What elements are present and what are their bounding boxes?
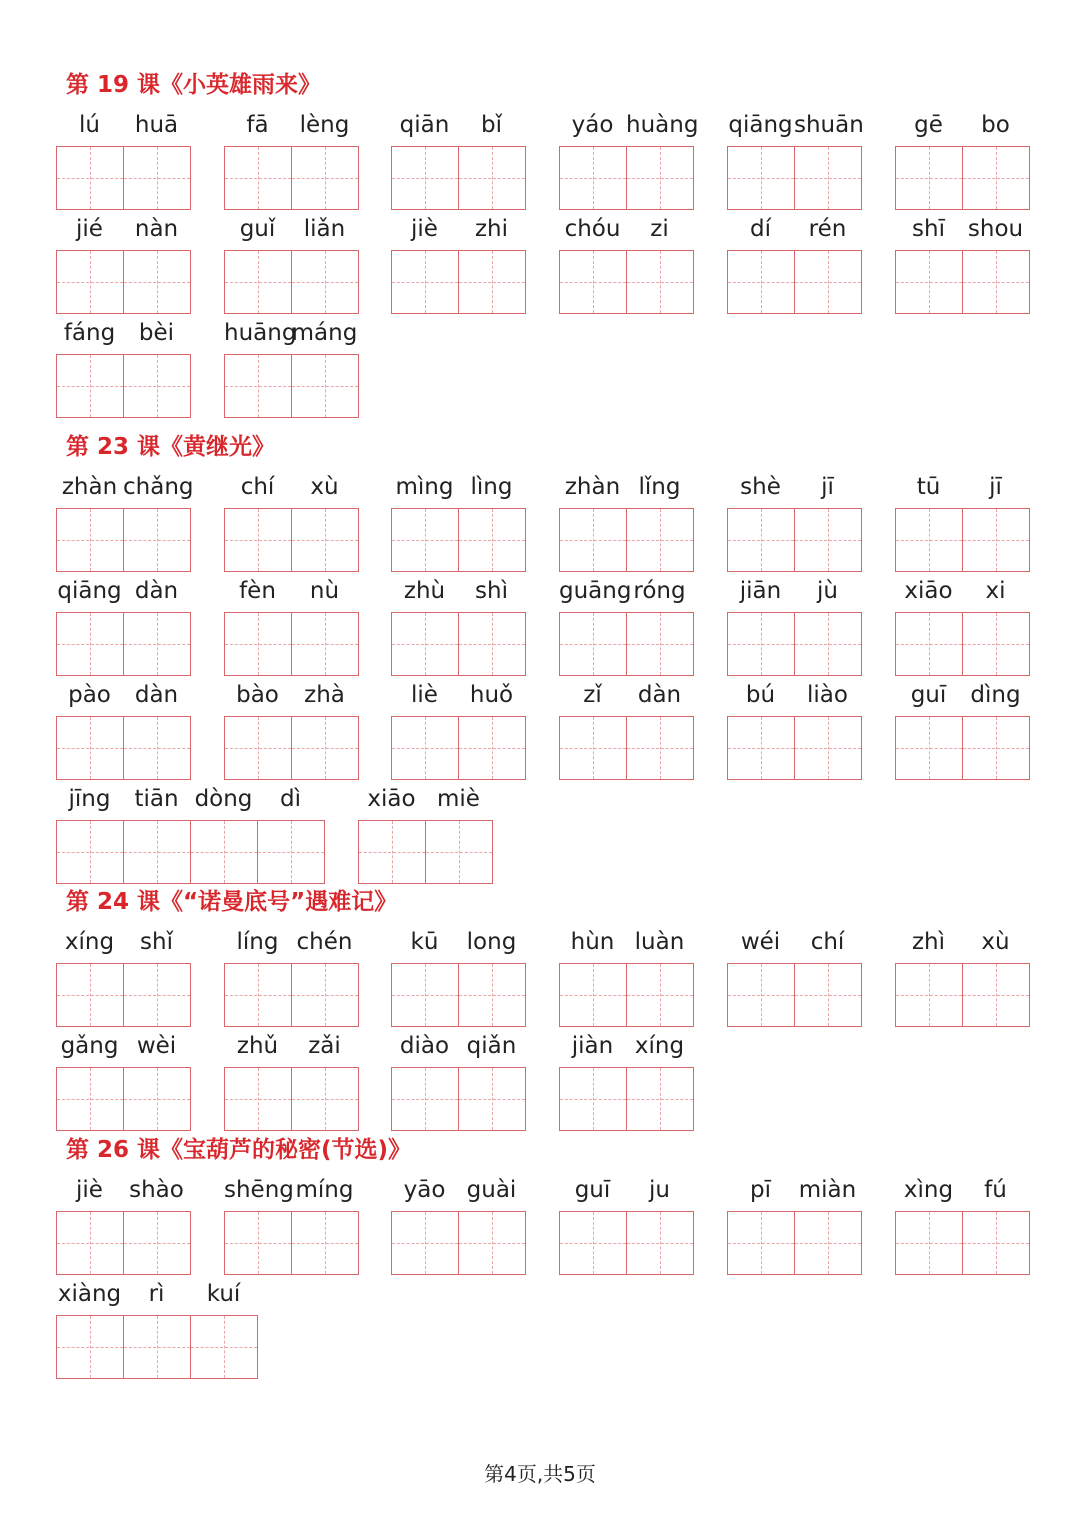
writing-cell[interactable] — [258, 821, 325, 883]
lesson-heading: 第 23 课《黄继光》 — [66, 434, 276, 460]
writing-grid — [391, 146, 526, 210]
lesson-heading: 第 24 课《“诺曼底号”遇难记》 — [66, 889, 398, 915]
pinyin-syllable: liào — [807, 682, 848, 708]
writing-cell[interactable] — [292, 717, 359, 779]
writing-cell[interactable] — [728, 509, 795, 571]
pinyin-syllable: zǎi — [308, 1033, 341, 1059]
writing-cell[interactable] — [459, 509, 526, 571]
pinyin-syllable: zǐ — [583, 682, 602, 708]
writing-cell[interactable] — [896, 964, 963, 1026]
pinyin-syllable: zhi — [474, 216, 509, 242]
writing-grid — [224, 146, 359, 210]
pinyin-syllable: shou — [967, 216, 1024, 242]
writing-grid — [727, 508, 862, 572]
writing-cell[interactable] — [57, 821, 124, 883]
writing-cell[interactable] — [124, 717, 191, 779]
page-number: 第4页,共5页 — [484, 1462, 596, 1486]
writing-cell[interactable] — [124, 355, 191, 417]
pinyin-syllable: fáng — [63, 320, 116, 346]
writing-grid — [224, 508, 359, 572]
writing-grid — [391, 1067, 526, 1131]
writing-cell[interactable] — [963, 147, 1030, 209]
pinyin-syllable: kū — [410, 929, 439, 955]
pinyin-syllable: yáo — [571, 112, 614, 138]
pinyin-syllable: long — [466, 929, 517, 955]
pinyin-syllable: lèng — [299, 112, 350, 138]
pinyin-syllable: xíng — [64, 929, 115, 955]
writing-grid — [56, 146, 191, 210]
pinyin-syllable: ju — [649, 1177, 670, 1203]
writing-cell[interactable] — [225, 717, 292, 779]
pinyin-syllable: shè — [740, 474, 781, 500]
writing-cell[interactable] — [963, 251, 1030, 313]
writing-grid — [224, 250, 359, 314]
writing-cell[interactable] — [963, 1212, 1030, 1274]
writing-cell[interactable] — [560, 509, 627, 571]
writing-cell[interactable] — [459, 1212, 526, 1274]
writing-cell[interactable] — [124, 251, 191, 313]
pinyin-syllable: yāo — [403, 1177, 446, 1203]
writing-cell[interactable] — [392, 717, 459, 779]
pinyin-syllable: míng — [295, 1177, 354, 1203]
pinyin-syllable: tū — [916, 474, 941, 500]
pinyin-syllable: jù — [817, 578, 838, 604]
writing-grid — [391, 1211, 526, 1275]
writing-cell[interactable] — [57, 1212, 124, 1274]
writing-cell[interactable] — [459, 964, 526, 1026]
writing-grid — [56, 820, 325, 884]
writing-grid — [895, 508, 1030, 572]
writing-cell[interactable] — [896, 613, 963, 675]
pinyin-syllable: bǐ — [481, 112, 502, 138]
writing-cell[interactable] — [57, 355, 124, 417]
pinyin-syllable: dìng — [970, 682, 1021, 708]
writing-cell[interactable] — [795, 251, 862, 313]
writing-grid — [391, 612, 526, 676]
writing-cell[interactable] — [57, 509, 124, 571]
writing-cell[interactable] — [57, 1068, 124, 1130]
writing-cell[interactable] — [392, 1212, 459, 1274]
lesson-heading: 第 19 课《小英雄雨来》 — [66, 72, 322, 98]
writing-cell[interactable] — [57, 717, 124, 779]
writing-cell[interactable] — [124, 509, 191, 571]
writing-cell[interactable] — [292, 251, 359, 313]
pinyin-syllable: fā — [246, 112, 269, 138]
writing-cell[interactable] — [627, 147, 694, 209]
writing-cell[interactable] — [124, 1068, 191, 1130]
pinyin-syllable: róng — [633, 578, 686, 604]
pinyin-syllable: lǐng — [638, 474, 681, 500]
pinyin-syllable: shào — [129, 1177, 184, 1203]
pinyin-syllable: rén — [808, 216, 847, 242]
pinyin-syllable: xìng — [903, 1177, 954, 1203]
pinyin-syllable: guī — [574, 1177, 611, 1203]
pinyin-syllable: zhì — [911, 929, 946, 955]
writing-grid — [224, 1211, 359, 1275]
writing-cell[interactable] — [728, 251, 795, 313]
pinyin-syllable: chí — [240, 474, 275, 500]
writing-cell[interactable] — [225, 964, 292, 1026]
pinyin-syllable: jiè — [76, 1177, 103, 1203]
writing-cell[interactable] — [728, 613, 795, 675]
pinyin-syllable: hùn — [570, 929, 615, 955]
writing-cell[interactable] — [627, 251, 694, 313]
writing-cell[interactable] — [896, 251, 963, 313]
writing-grid — [56, 1315, 258, 1379]
pinyin-syllable: qiǎn — [466, 1033, 517, 1059]
writing-grid — [358, 820, 493, 884]
writing-cell[interactable] — [795, 1212, 862, 1274]
writing-cell[interactable] — [392, 251, 459, 313]
writing-grid — [56, 716, 191, 780]
writing-grid — [895, 146, 1030, 210]
writing-grid — [391, 250, 526, 314]
writing-cell[interactable] — [896, 717, 963, 779]
pinyin-syllable: xiāo — [367, 786, 416, 812]
pinyin-syllable: bào — [236, 682, 279, 708]
writing-cell[interactable] — [560, 1068, 627, 1130]
pinyin-syllable: lìng — [470, 474, 513, 500]
pinyin-syllable: qiāng — [728, 112, 793, 138]
pinyin-syllable: shī — [912, 216, 945, 242]
writing-grid — [895, 250, 1030, 314]
writing-cell[interactable] — [124, 613, 191, 675]
writing-cell[interactable] — [459, 613, 526, 675]
pinyin-syllable: huāng — [224, 320, 297, 346]
pinyin-syllable: xiāo — [904, 578, 953, 604]
writing-cell[interactable] — [896, 1212, 963, 1274]
pinyin-syllable: jiàn — [571, 1033, 614, 1059]
pinyin-syllable: liǎn — [303, 216, 346, 242]
pinyin-syllable: fú — [984, 1177, 1007, 1203]
writing-cell[interactable] — [627, 1068, 694, 1130]
pinyin-syllable: jiān — [739, 578, 782, 604]
pinyin-syllable: lú — [79, 112, 100, 138]
writing-cell[interactable] — [560, 1212, 627, 1274]
writing-cell[interactable] — [896, 147, 963, 209]
writing-cell[interactable] — [795, 717, 862, 779]
writing-cell[interactable] — [57, 147, 124, 209]
pinyin-syllable: tiān — [134, 786, 179, 812]
pinyin-syllable: guāng — [559, 578, 632, 604]
writing-cell[interactable] — [191, 1316, 258, 1378]
writing-cell[interactable] — [359, 821, 426, 883]
writing-cell[interactable] — [560, 717, 627, 779]
writing-grid — [559, 1211, 694, 1275]
writing-cell[interactable] — [292, 1068, 359, 1130]
writing-cell[interactable] — [57, 251, 124, 313]
pinyin-syllable: zhàn — [564, 474, 621, 500]
pinyin-syllable: chén — [296, 929, 353, 955]
pinyin-syllable: zhǔ — [236, 1033, 279, 1059]
writing-grid — [559, 612, 694, 676]
writing-cell[interactable] — [560, 147, 627, 209]
writing-cell[interactable] — [392, 509, 459, 571]
writing-cell[interactable] — [57, 964, 124, 1026]
pinyin-syllable: nàn — [134, 216, 179, 242]
writing-cell[interactable] — [124, 821, 191, 883]
writing-grid — [56, 250, 191, 314]
writing-grid — [224, 354, 359, 418]
writing-cell[interactable] — [225, 251, 292, 313]
pinyin-syllable: shì — [475, 578, 508, 604]
writing-cell[interactable] — [225, 509, 292, 571]
writing-cell[interactable] — [292, 509, 359, 571]
writing-grid — [56, 354, 191, 418]
pinyin-syllable: huǒ — [469, 682, 514, 708]
writing-cell[interactable] — [225, 355, 292, 417]
pinyin-syllable: fèn — [239, 578, 276, 604]
writing-grid — [727, 612, 862, 676]
writing-grid — [727, 716, 862, 780]
writing-cell[interactable] — [57, 613, 124, 675]
writing-cell[interactable] — [292, 355, 359, 417]
pinyin-syllable: guài — [466, 1177, 517, 1203]
writing-cell[interactable] — [124, 1212, 191, 1274]
writing-cell[interactable] — [963, 964, 1030, 1026]
writing-cell[interactable] — [191, 821, 258, 883]
writing-cell[interactable] — [392, 613, 459, 675]
pinyin-syllable: jī — [989, 474, 1002, 500]
writing-cell[interactable] — [627, 613, 694, 675]
writing-grid — [727, 1211, 862, 1275]
pinyin-syllable: liè — [411, 682, 438, 708]
pinyin-syllable: mìng — [395, 474, 454, 500]
writing-grid — [56, 1067, 191, 1131]
writing-grid — [559, 508, 694, 572]
pinyin-syllable: chí — [810, 929, 845, 955]
writing-cell[interactable] — [124, 1316, 191, 1378]
writing-cell[interactable] — [392, 1068, 459, 1130]
pinyin-syllable: huā — [134, 112, 179, 138]
writing-grid — [56, 963, 191, 1027]
pinyin-syllable: miè — [437, 786, 480, 812]
pinyin-syllable: chǎng — [123, 474, 194, 500]
writing-cell[interactable] — [124, 147, 191, 209]
pinyin-syllable: miàn — [798, 1177, 857, 1203]
pinyin-syllable: dì — [280, 786, 301, 812]
pinyin-syllable: bèi — [138, 320, 175, 346]
pinyin-syllable: bo — [981, 112, 1010, 138]
writing-cell[interactable] — [896, 509, 963, 571]
pinyin-syllable: zhàn — [61, 474, 118, 500]
writing-grid — [224, 963, 359, 1027]
pinyin-syllable: xi — [985, 578, 1006, 604]
writing-grid — [895, 716, 1030, 780]
writing-cell[interactable] — [728, 147, 795, 209]
writing-cell[interactable] — [795, 964, 862, 1026]
writing-cell[interactable] — [728, 717, 795, 779]
writing-grid — [727, 146, 862, 210]
pinyin-syllable: líng — [236, 929, 279, 955]
pinyin-syllable: jié — [76, 216, 103, 242]
writing-grid — [895, 963, 1030, 1027]
pinyin-syllable: diào — [399, 1033, 450, 1059]
pinyin-syllable: jī — [821, 474, 834, 500]
pinyin-syllable: jīng — [68, 786, 111, 812]
writing-grid — [727, 250, 862, 314]
writing-grid — [727, 963, 862, 1027]
writing-cell[interactable] — [426, 821, 493, 883]
writing-grid — [224, 612, 359, 676]
writing-cell[interactable] — [795, 147, 862, 209]
writing-grid — [56, 1211, 191, 1275]
writing-cell[interactable] — [795, 613, 862, 675]
writing-grid — [391, 716, 526, 780]
pinyin-syllable: guǐ — [239, 216, 276, 242]
pinyin-syllable: dòng — [194, 786, 253, 812]
writing-cell[interactable] — [225, 1212, 292, 1274]
writing-cell[interactable] — [963, 509, 1030, 571]
writing-cell[interactable] — [459, 251, 526, 313]
pinyin-syllable: xù — [981, 929, 1010, 955]
writing-cell[interactable] — [627, 964, 694, 1026]
writing-cell[interactable] — [292, 147, 359, 209]
pinyin-syllable: wèi — [136, 1033, 177, 1059]
writing-cell[interactable] — [292, 613, 359, 675]
pinyin-syllable: xíng — [634, 1033, 685, 1059]
writing-grid — [391, 963, 526, 1027]
writing-grid — [559, 963, 694, 1027]
pinyin-syllable: guī — [910, 682, 947, 708]
pinyin-syllable: gē — [914, 112, 943, 138]
writing-grid — [559, 1067, 694, 1131]
pinyin-syllable: xù — [310, 474, 339, 500]
pinyin-syllable: xiàng — [57, 1281, 122, 1307]
pinyin-syllable: pī — [750, 1177, 771, 1203]
pinyin-syllable: máng — [291, 320, 358, 346]
pinyin-syllable: qiāng — [57, 578, 122, 604]
writing-cell[interactable] — [459, 1068, 526, 1130]
pinyin-syllable: zhù — [403, 578, 446, 604]
writing-cell[interactable] — [225, 613, 292, 675]
writing-grid — [56, 508, 191, 572]
writing-grid — [559, 146, 694, 210]
writing-cell[interactable] — [627, 1212, 694, 1274]
lesson-heading: 第 26 课《宝葫芦的秘密(节选)》 — [66, 1137, 412, 1163]
writing-cell[interactable] — [225, 147, 292, 209]
writing-cell[interactable] — [392, 964, 459, 1026]
writing-cell[interactable] — [459, 147, 526, 209]
writing-cell[interactable] — [963, 613, 1030, 675]
writing-cell[interactable] — [560, 251, 627, 313]
pinyin-syllable: chóu — [564, 216, 621, 242]
writing-grid — [559, 716, 694, 780]
writing-cell[interactable] — [292, 1212, 359, 1274]
writing-grid — [895, 1211, 1030, 1275]
writing-grid — [56, 612, 191, 676]
pinyin-syllable: bú — [745, 682, 776, 708]
pinyin-syllable: shuān — [794, 112, 864, 138]
writing-cell[interactable] — [963, 717, 1030, 779]
writing-cell[interactable] — [292, 964, 359, 1026]
pinyin-syllable: dàn — [637, 682, 682, 708]
writing-cell[interactable] — [459, 717, 526, 779]
pinyin-syllable: dí — [750, 216, 771, 242]
pinyin-syllable: pào — [68, 682, 111, 708]
pinyin-syllable: luàn — [634, 929, 685, 955]
writing-cell[interactable] — [124, 964, 191, 1026]
pinyin-syllable: huàng — [626, 112, 699, 138]
writing-grid — [559, 250, 694, 314]
writing-grid — [391, 508, 526, 572]
writing-grid — [895, 612, 1030, 676]
writing-cell[interactable] — [560, 613, 627, 675]
writing-cell[interactable] — [225, 1068, 292, 1130]
pinyin-syllable: gǎng — [60, 1033, 119, 1059]
pinyin-syllable: jiè — [411, 216, 438, 242]
writing-cell[interactable] — [795, 509, 862, 571]
writing-cell[interactable] — [728, 964, 795, 1026]
writing-cell[interactable] — [392, 147, 459, 209]
pinyin-syllable: nù — [309, 578, 340, 604]
writing-grid — [224, 1067, 359, 1131]
pinyin-syllable: kuí — [206, 1281, 241, 1307]
writing-cell[interactable] — [627, 717, 694, 779]
pinyin-syllable: zhà — [304, 682, 345, 708]
pinyin-syllable: rì — [148, 1281, 165, 1307]
pinyin-syllable: shǐ — [140, 929, 173, 955]
pinyin-syllable: qiān — [399, 112, 450, 138]
pinyin-syllable: shēng — [224, 1177, 294, 1203]
writing-cell[interactable] — [627, 509, 694, 571]
writing-cell[interactable] — [57, 1316, 124, 1378]
writing-cell[interactable] — [560, 964, 627, 1026]
writing-grid — [224, 716, 359, 780]
writing-cell[interactable] — [728, 1212, 795, 1274]
pinyin-syllable: zi — [650, 216, 669, 242]
pinyin-syllable: wéi — [740, 929, 781, 955]
pinyin-syllable: dàn — [134, 578, 179, 604]
pinyin-syllable: dàn — [134, 682, 179, 708]
